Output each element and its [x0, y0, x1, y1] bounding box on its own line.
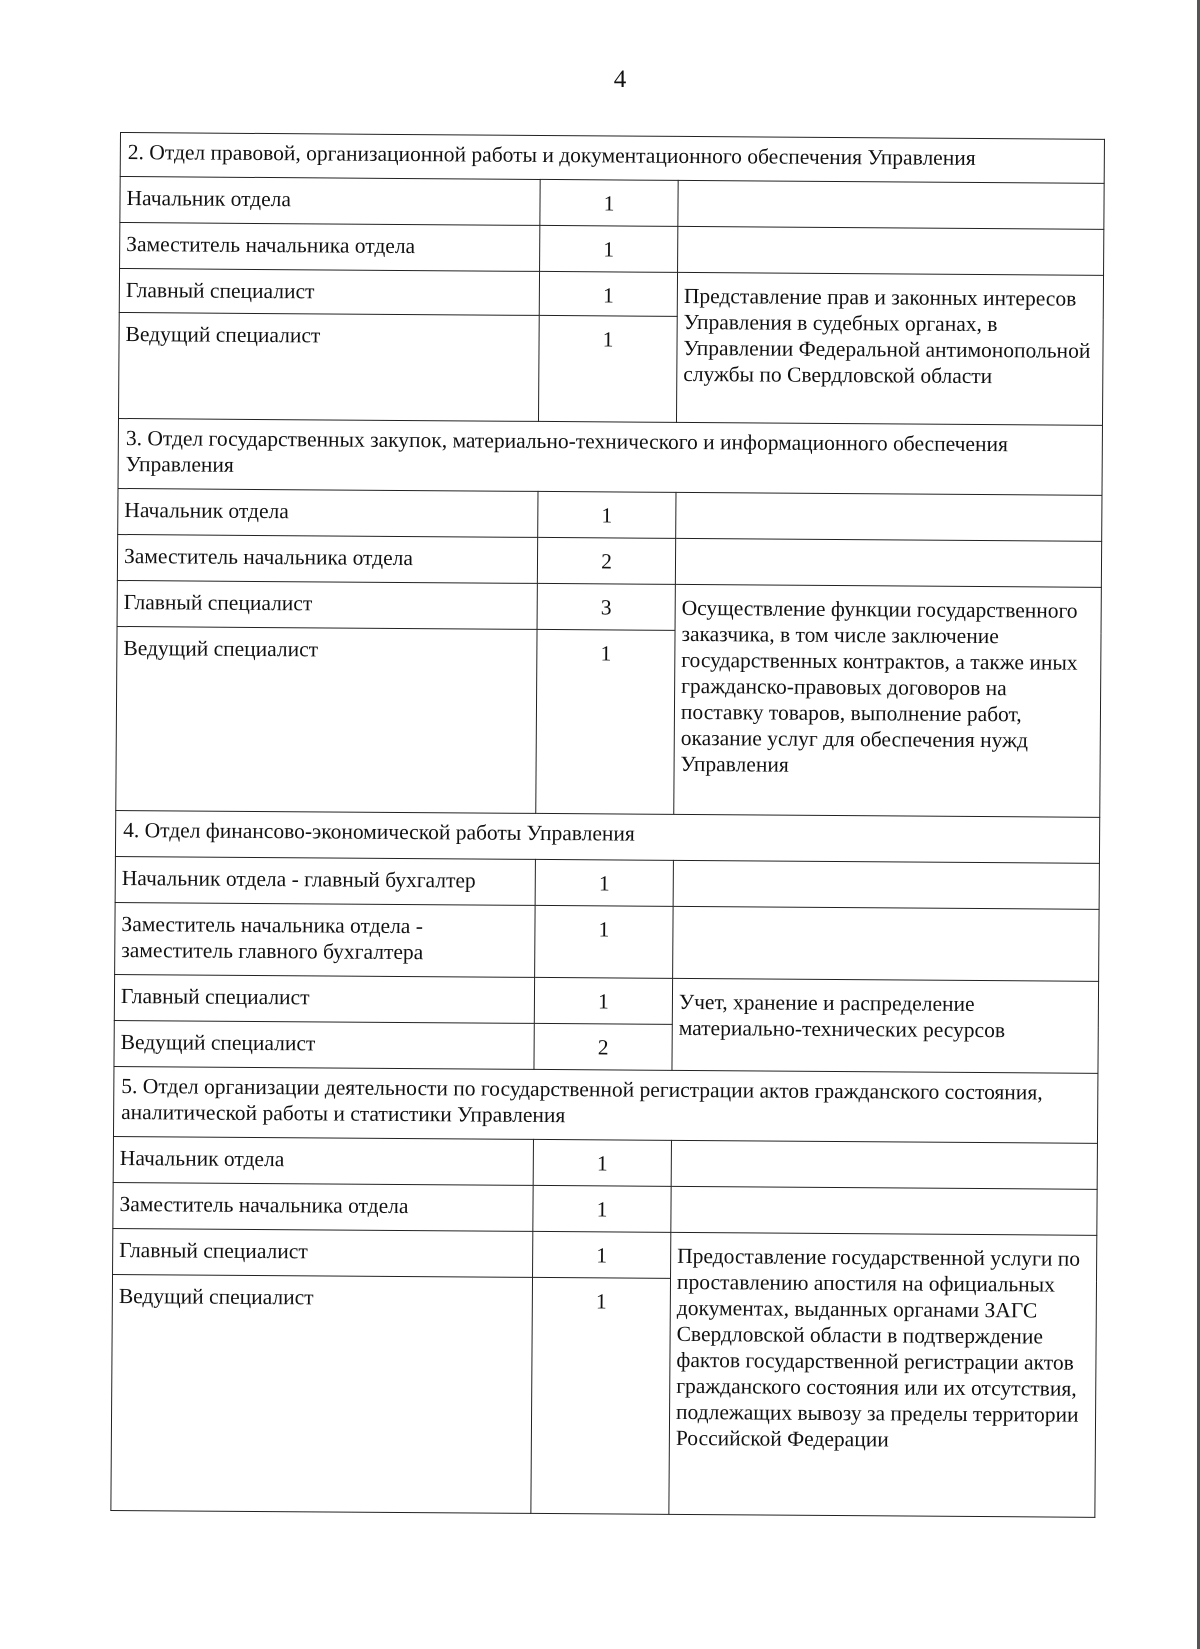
section-header-row — [113, 1066, 1097, 1143]
count-cell: 1 — [535, 859, 673, 906]
table-row — [115, 902, 1100, 981]
position-cell: Заместитель начальника отдела — [113, 1182, 533, 1231]
section-title: 5. Отдел организации деятельности по государственной регистрации актов гражданского состояния, аналитической работы и статистики Управления — [113, 1066, 1097, 1143]
empty-note-cell — [676, 492, 1102, 541]
table-row — [113, 1228, 1097, 1281]
empty-note-cell — [678, 226, 1104, 275]
position-cell: Главный специалист — [119, 269, 539, 316]
empty-note-cell — [671, 1186, 1097, 1235]
position-cell: Заместитель начальника отдела — [120, 223, 540, 272]
table-row — [115, 856, 1099, 909]
table-row — [119, 269, 1103, 320]
page-number: 4 — [613, 66, 627, 93]
position-cell: Начальник отдела — [120, 177, 540, 226]
duty-note-cell: Учет, хранение и распределение материально-технических ресурсов — [672, 978, 1099, 1073]
count-cell: 1 — [539, 271, 677, 316]
count-cell: 1 — [536, 629, 675, 814]
empty-note-cell — [678, 180, 1104, 229]
table-row — [113, 1136, 1097, 1189]
count-cell: 1 — [540, 225, 678, 272]
position-cell: Ведущий специалист — [118, 312, 539, 421]
position-cell: Начальник отдела - главный бухгалтер — [115, 856, 535, 905]
table-row — [117, 534, 1101, 587]
staff-table — [110, 132, 1105, 1518]
count-cell: 1 — [531, 1277, 671, 1514]
position-cell: Ведущий специалист — [114, 1020, 534, 1069]
count-cell: 2 — [537, 537, 675, 584]
count-cell: 1 — [538, 491, 676, 538]
table-row — [118, 488, 1102, 541]
duty-note-cell: Представление прав и законных интересов Управления в судебных органах, в Управлении Федеральной антимонопольной службы по Свердловской области — [676, 272, 1103, 425]
count-cell: 3 — [537, 583, 675, 630]
empty-note-cell — [675, 538, 1101, 587]
count-cell: 1 — [533, 1231, 671, 1278]
count-cell: 2 — [534, 1023, 672, 1070]
duty-note-cell: Осуществление функции государственного заказчика, в том числе заключение государственных контрактов, а также иных гражданско-правовых договоров на поставку товаров, выполнение работ, оказание услуг для обеспечения нужд Управления — [674, 584, 1102, 817]
section-title: 4. Отдел финансово-экономической работы Управления — [115, 810, 1099, 863]
table-row — [113, 1182, 1097, 1235]
table-row — [120, 177, 1104, 230]
empty-note-cell — [673, 906, 1100, 981]
section-title: 2. Отдел правовой, организационной работы и документационного обеспечения Управления — [120, 133, 1104, 184]
table-row — [117, 580, 1101, 633]
position-cell: Ведущий специалист — [116, 626, 537, 813]
table-row — [120, 223, 1104, 276]
section-header-row — [118, 418, 1102, 495]
empty-note-cell — [673, 860, 1099, 909]
position-cell: Начальник отдела — [113, 1136, 533, 1185]
position-cell: Заместитель начальника отдела - заместитель главного бухгалтера — [115, 902, 535, 977]
count-cell: 1 — [533, 1139, 671, 1186]
section-header-row — [120, 133, 1104, 184]
empty-note-cell — [671, 1140, 1097, 1189]
position-cell: Заместитель начальника отдела — [117, 534, 537, 583]
table-row — [114, 974, 1098, 1027]
position-cell: Главный специалист — [117, 580, 537, 629]
count-cell: 1 — [534, 977, 672, 1024]
count-cell: 1 — [535, 905, 673, 978]
section-title: 3. Отдел государственных закупок, материально-технического и информационного обеспечения Управления — [118, 418, 1102, 495]
position-cell: Главный специалист — [114, 974, 534, 1023]
count-cell: 1 — [540, 179, 678, 226]
position-cell: Ведущий специалист — [111, 1274, 533, 1513]
duty-note-cell: Предоставление государственной услуги по проставлению апостиля на официальных документах, выданных органами ЗАГС Свердловской области в подтверждение фактов государственной регистрации актов гражданского состояния или их отсутствия, подлежащих вывозу за пределы территории Российской Федерации — [669, 1232, 1097, 1517]
position-cell: Начальник отдела — [118, 488, 538, 537]
count-cell: 1 — [533, 1185, 671, 1232]
section-header-row — [115, 810, 1099, 863]
position-cell: Главный специалист — [113, 1228, 533, 1277]
count-cell: 1 — [538, 315, 677, 422]
